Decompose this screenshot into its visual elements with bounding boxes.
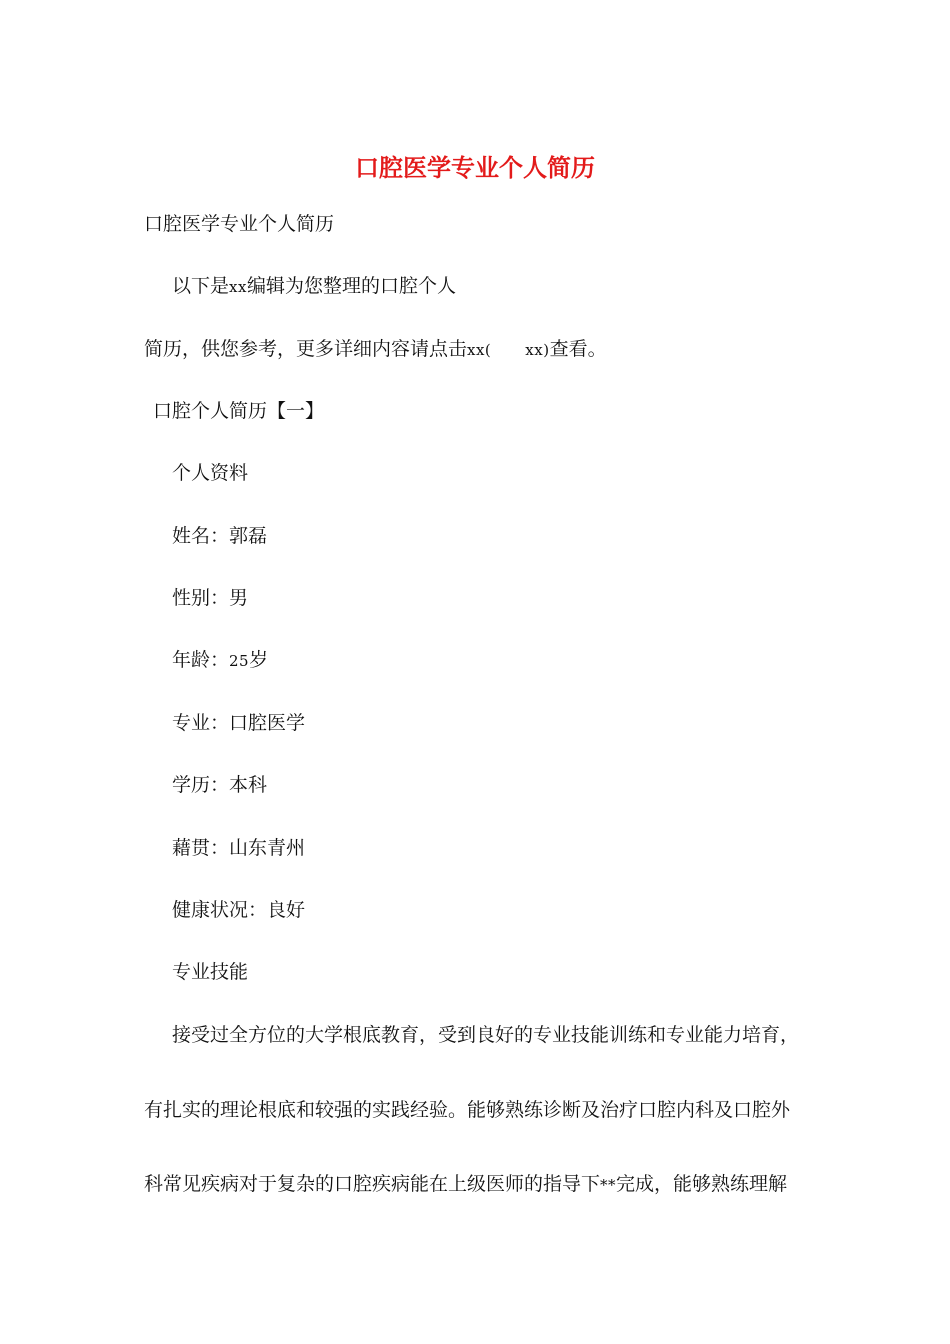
skills-paragraph-line-3 <box>144 1170 787 1199</box>
skills-line-3-before: 科常见疾病对于复杂的口腔疾病能在上级医师的指导下 <box>144 1173 601 1195</box>
section-heading: 口腔个人简历【一】 <box>153 400 325 422</box>
document-title: 口腔医学专业个人简历 <box>355 153 595 182</box>
age-unit: 岁 <box>249 649 269 671</box>
intro-line-2 <box>144 335 607 364</box>
name-line: 姓名：郭磊 <box>172 525 268 547</box>
intro-line-1-after: 编辑为您整理的口腔个人 <box>246 275 456 297</box>
document-subtitle: 口腔医学专业个人简历 <box>144 213 335 235</box>
gender-line: 性别：男 <box>172 587 249 609</box>
age-line <box>172 646 268 675</box>
intro-line-2-after: 查看。 <box>549 338 607 360</box>
skills-paragraph-line-1: 接受过全方位的大学根底教育，受到良好的专业技能训练和专业能力培育， <box>172 1024 800 1046</box>
intro-line-2-before: 简历，供您参考，更多详细内容请点击 <box>144 338 468 360</box>
personal-info-heading: 个人资料 <box>172 462 249 484</box>
major-line: 专业：口腔医学 <box>172 712 306 734</box>
health-line: 健康状况：良好 <box>172 899 306 921</box>
skills-line-3-code: ** <box>600 1176 617 1194</box>
intro-line-1 <box>172 272 456 301</box>
intro-line-2-code-close: xx) <box>525 341 550 359</box>
intro-line-1-before: 以下是 <box>172 275 230 297</box>
intro-line-1-code: xx <box>229 278 247 296</box>
education-line: 学历：本科 <box>172 774 268 796</box>
age-label: 年龄： <box>172 649 230 671</box>
intro-line-2-code-open: xx( <box>467 341 492 359</box>
hometown-line: 藉贯：山东青州 <box>172 837 306 859</box>
skills-paragraph-line-2: 有扎实的理论根底和较强的实践经验。能够熟练诊断及治疗口腔内科及口腔外 <box>144 1099 791 1121</box>
age-value: 25 <box>229 652 250 670</box>
skills-heading: 专业技能 <box>172 961 249 983</box>
skills-line-3-after: 完成，能够熟练理解 <box>616 1173 788 1195</box>
